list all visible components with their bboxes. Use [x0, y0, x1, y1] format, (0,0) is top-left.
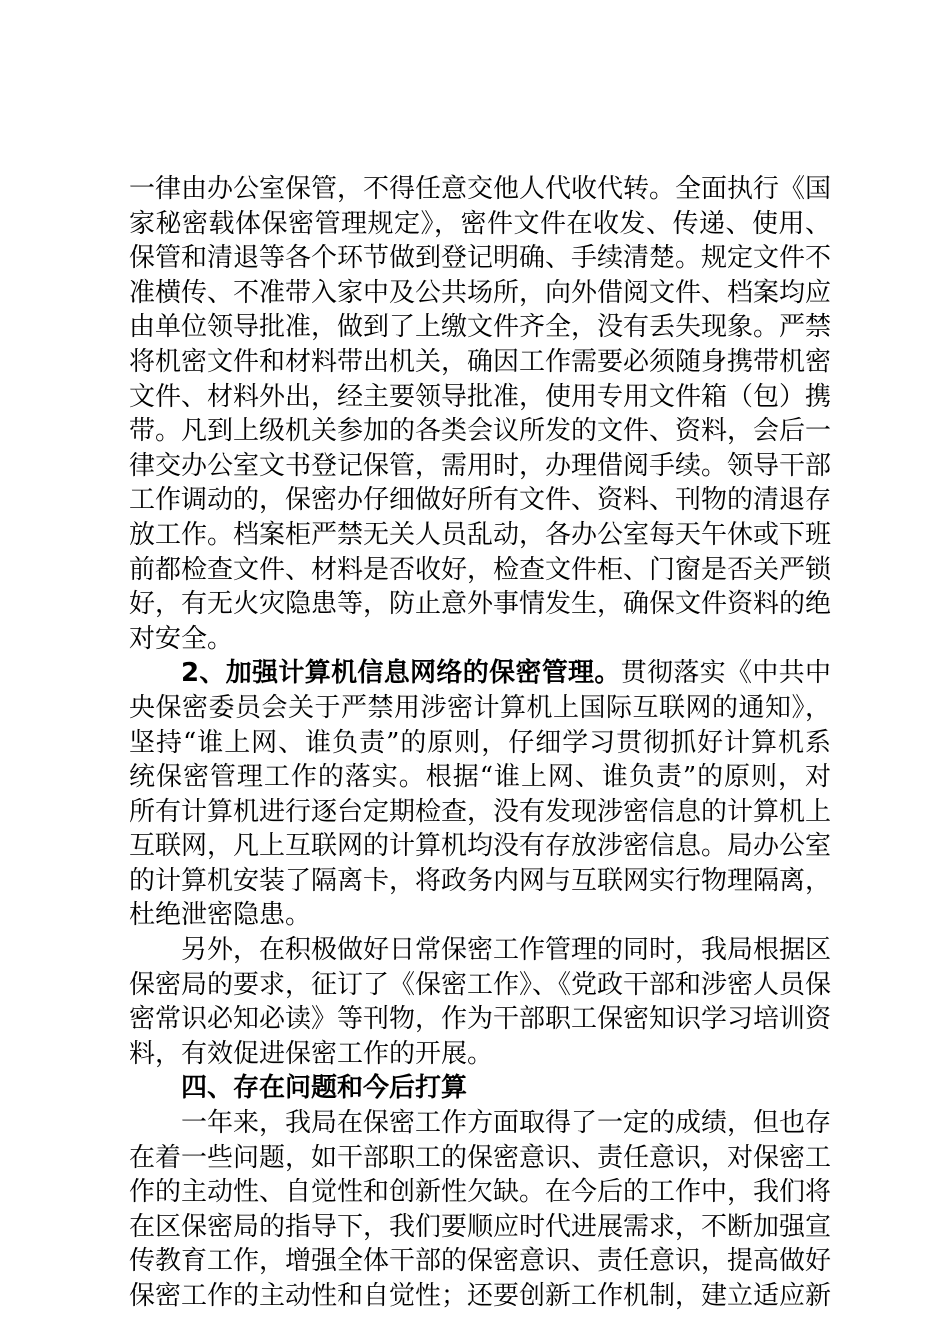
- paragraph-additional-measures: 另外，在积极做好日常保密工作管理的同时，我局根据区保密局的要求，征订了《保密工作》、《党政干部和涉密人员保密常识必知必读》等刊物，作为干部职工保密知识学习培训资料，有效促进保密工作的开展。: [129, 935, 832, 1069]
- section-heading-problems-plans: 四、存在问题和今后打算: [181, 1073, 468, 1104]
- paragraph-body-network-security: 贯彻落实《中共中央保密委员会关于严禁用涉密计算机上国际互联网的通知》，坚持“谁上网、谁负责”的原则，仔细学习贯彻抓好计算机系统保密管理工作的落实。根据“谁上网、谁负责”的原则，对所有计算机进行逐台定期检查，没有发现涉密信息的计算机上互联网，凡上互联网的计算机均没有存放涉密信息。局办公室的计算机安装了隔离卡，将政务内网与互联网实行物理隔离，杜绝泄密隐患。: [129, 658, 832, 931]
- paragraph-lead-network-security: 2、加强计算机信息网络的保密管理。: [181, 658, 621, 689]
- paragraph-problems-plans: 一年来，我局在保密工作方面取得了一定的成绩，但也存在着一些问题，如干部职工的保密意识、责任意识，对保密工作的主动性、自觉性和创新性欠缺。在今后的工作中，我们将在区保密局的指导下，我们要顺应时代进展需求，不断加强宣传教育工作，增强全体干部的保密意识、责任意识，提高做好保密工作的主动性和自觉性；还要创新工作机制，建立适应新: [129, 1108, 832, 1311]
- paragraph-document-custody: 一律由办公室保管，不得任意交他人代收代转。全面执行《国家秘密载体保密管理规定》，密件文件在收发、传递、使用、保管和清退等各个环节做到登记明确、手续清楚。规定文件不准横传、不准带入家中及公共场所，向外借阅文件、档案均应由单位领导批准，做到了上缴文件齐全，没有丢失现象。严禁将机密文件和材料带出机关，确因工作需要必须随身携带机密文件、材料外出，经主要领导批准，使用专用文件箱（包）携带。凡到上级机关参加的各类会议所发的文件、资料，会后一律交办公室文书登记保管，需用时，办理借阅手续。领导干部工作调动的，保密办仔细做好所有文件、资料、刊物的清退存放工作。档案柜严禁无关人员乱动，各办公室每天午休或下班前都检查文件、材料是否收好，检查文件柜、门窗是否关严锁好，有无火灾隐患等，防止意外事情发生，确保文件资料的绝对安全。: [129, 174, 832, 654]
- paragraph-network-security: [129, 656, 831, 933]
- document-page: [129, 172, 831, 1314]
